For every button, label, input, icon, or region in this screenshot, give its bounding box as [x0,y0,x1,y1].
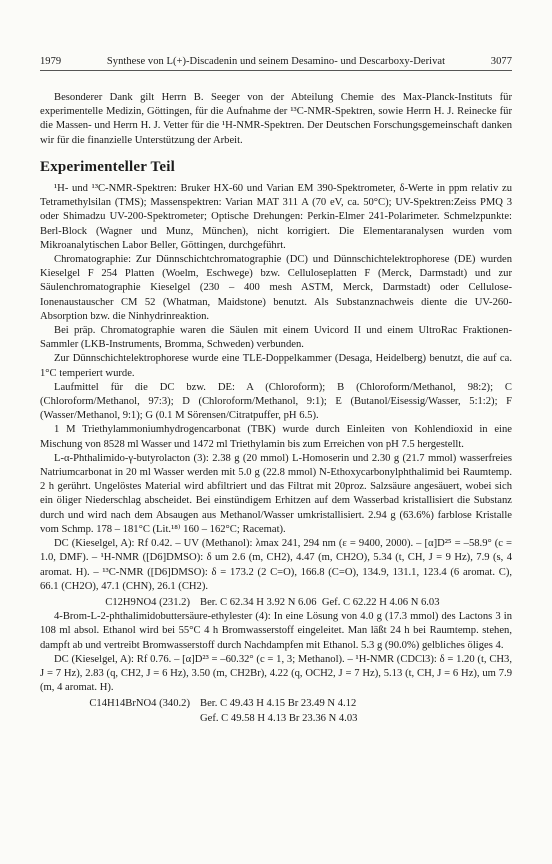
found-3: Gef. C 62.22 H 4.06 N 6.03 [321,596,440,608]
paragraph-compound-3: L-α-Phthalimido-γ-butyrolacton (3): 2.38 g (20 mmol) L-Homoserin und 2.30 g (21.7 mmol) wasserfreies Natriumcarbonat in 20 ml Wasser werden mit 5.0 g (22.8 mmol) N-Ethoxycarbonylphthalimid bei Raumtemp. 2 h gerührt. Ungelöstes Material wird abfiltriert und das Filtrat mit 20proz. Salzsäure angesäuert, wobei sich ein öliger Niederschlag abscheidet. Bei einstündigem Erhitzen auf dem Wasserbad kristallisiert die Substanz durch und wird nach dem Absaugen aus Methanol/Wasser umkristallisiert. 2.94 g (63.6%) farblose Kristalle vom Schmp. 178 – 181°C (Lit.¹⁸⁾ 160 – 162°C; Racemat). [40,452,512,535]
found-4: Gef. C 49.58 H 4.13 Br 23.36 N 4.03 [200,712,358,724]
paragraph-tbk: 1 M Triethylammoniumhydrogencarbonat (TBK) wurde durch Einleiten von Kohlendioxid in eine Mischung von 8528 ml Wasser und 1472 ml Triethylamin bis zum Erreichen von pH 7.5 hergestellt. [40,424,512,450]
paragraph-compound-3-data: DC (Kieselgel, A): Rf 0.42. – UV (Methanol): λmax 241, 294 nm (ε = 9400, 2000). – [α]D²⁵ = –58.9° (c = 1.0, DMF). – ¹H-NMR ([D6]DMSO): δ um 2.6 (m, CH2), 4.47 (m, CH2O), 5.34 (t, CH, J = 9 Hz), 7.9 (s, 4 aromat. H). – ¹³C-NMR ([D6]DMSO): δ = 173.2 (2 C=O), 166.8 (C=O), 134.9, 131.1, 123.4 (6 aromat. C), 66.1 (CH2O), 47.1 (CHN), 26.1 (CH2). [40,538,512,592]
calculated-4: Ber. C 49.43 H 4.15 Br 23.49 N 4.12 [200,698,357,710]
year: 1979 [40,56,62,67]
page-number: 3077 [490,56,512,67]
section-heading: Experimenteller Teil [40,158,175,175]
acknowledgement-paragraph: Besonderer Dank gilt Herrn B. Seeger von der Abteilung Chemie des Max-Planck-Instituts für experimentelle Medizin, Göttingen, für die Aufnahme der ¹³C-NMR-Spektren, sowie Herrn H. J. Reinecke für die Massen- und Herrn H. J. Vetter für die ¹H-NMR-Spektren. Der Deutschen Forschungsgemeinschaft danken wir für die finanzielle Unterstützung der Arbeit. [40,92,512,146]
body-text [40,91,512,726]
formula-3: C12H9NO4 (231.2) [105,596,190,608]
elemental-analysis-3 [40,596,512,610]
paragraph-solvents: Laufmittel für die DC bzw. DE: A (Chloroform); B (Chloroform/Methanol, 98:2); C (Chloroform/Methanol, 97:3); D (Chloroform/Methanol, 9:1); E (Butanol/Eisessig/Wasser, 5:1:2); F (Wasser/Methanol, 9:1); G (0.1 M Sörensen/Citratpuffer, pH 6.5). [40,381,512,422]
running-header [40,56,512,71]
paragraph-columns: Bei präp. Chromatographie waren die Säulen mit einem Uvicord II und einem UltroRac Fraktionen-Sammler (LKB-Instruments, Bromma, Schweden) verbunden. [40,325,512,351]
paragraph-chromatography: Chromatographie: Zur Dünnschichtchromatographie (DC) und Dünnschichtelektrophorese (DE) wurden Kieselgel F 254 Platten (Woelm, Eschwege) bzw. Celluloseplatten F (Merck, Darmstadt) und zur Säulenchromatographie Kieselgel (230 – 400 mesh ASTM, Merck, Darmstadt) oder Cellulose-Ionenaustauscher CM 52 (Whatman, Maidstone) benutzt. Als Substanznachweis diente die UV-260-Absorption bzw. die Ninhydrinreaktion. [40,254,512,322]
paragraph-compound-4: 4-Brom-L-2-phthalimidobuttersäure-ethylester (4): In eine Lösung von 4.0 g (17.3 mmol) des Lactons 3 in 108 ml absol. Ethanol wird bei 55°C 4 h Bromwasserstoff eingeleitet. Man läßt 24 h bei Raumtemp. stehen, dampft ab und vertreibt Bromwasserstoff durch Nachdampfen mit Ethanol. 5.3 g (90.0%) gelbliches öliges 4. [40,611,512,651]
calculated-3: Ber. C 62.34 H 3.92 N 6.06 [200,596,317,608]
elemental-analysis-4 [40,697,512,725]
formula-4: C14H14BrNO4 (340.2) [89,698,190,710]
running-title: Synthese von L(+)-Discadenin und seinem Desamino- und Descarboxy-Derivat [106,56,446,67]
paragraph-instruments: ¹H- und ¹³C-NMR-Spektren: Bruker HX-60 und Varian EM 390-Spektrometer, δ-Werte in ppm relativ zu Tetramethylsilan (TMS); Massenspektren: Varian MAT 311 A (70 eV, ca. 50°C); UV-Spektren:Zeiss PMQ 3 oder Shimadzu UV-200-Spektrometer; Optische Drehungen: Perkin-Elmer 241-Polarimeter. Schmelzpunkte: Berl-Block (Wagner und Munz, München), nicht korrigiert. Die Elementaranalysen wurden vom Mikroanalytischen Labor Beller, Göttingen, durchgeführt. [40,183,512,251]
paragraph-compound-4-data: DC (Kieselgel, A): Rf 0.76. – [α]D²³ = –60.32° (c = 1, 3; Methanol). – ¹H-NMR (CDCl3): δ = 1.20 (t, CH3, J = 7 Hz), 2.83 (q, CH2, J = 6 Hz), 3.50 (m, CH2Br), 4.22 (q, OCH2, J = 7 Hz), 5.13 (t, CH, J = 6 Hz), um 7.9 (m, 4 aromat. H). [40,653,512,694]
paragraph-electrophoresis: Zur Dünnschichtelektrophorese wurde eine TLE-Doppelkammer (Desaga, Heidelberg) benutzt, die auf ca. 1°C temperiert wurde. [40,353,512,379]
